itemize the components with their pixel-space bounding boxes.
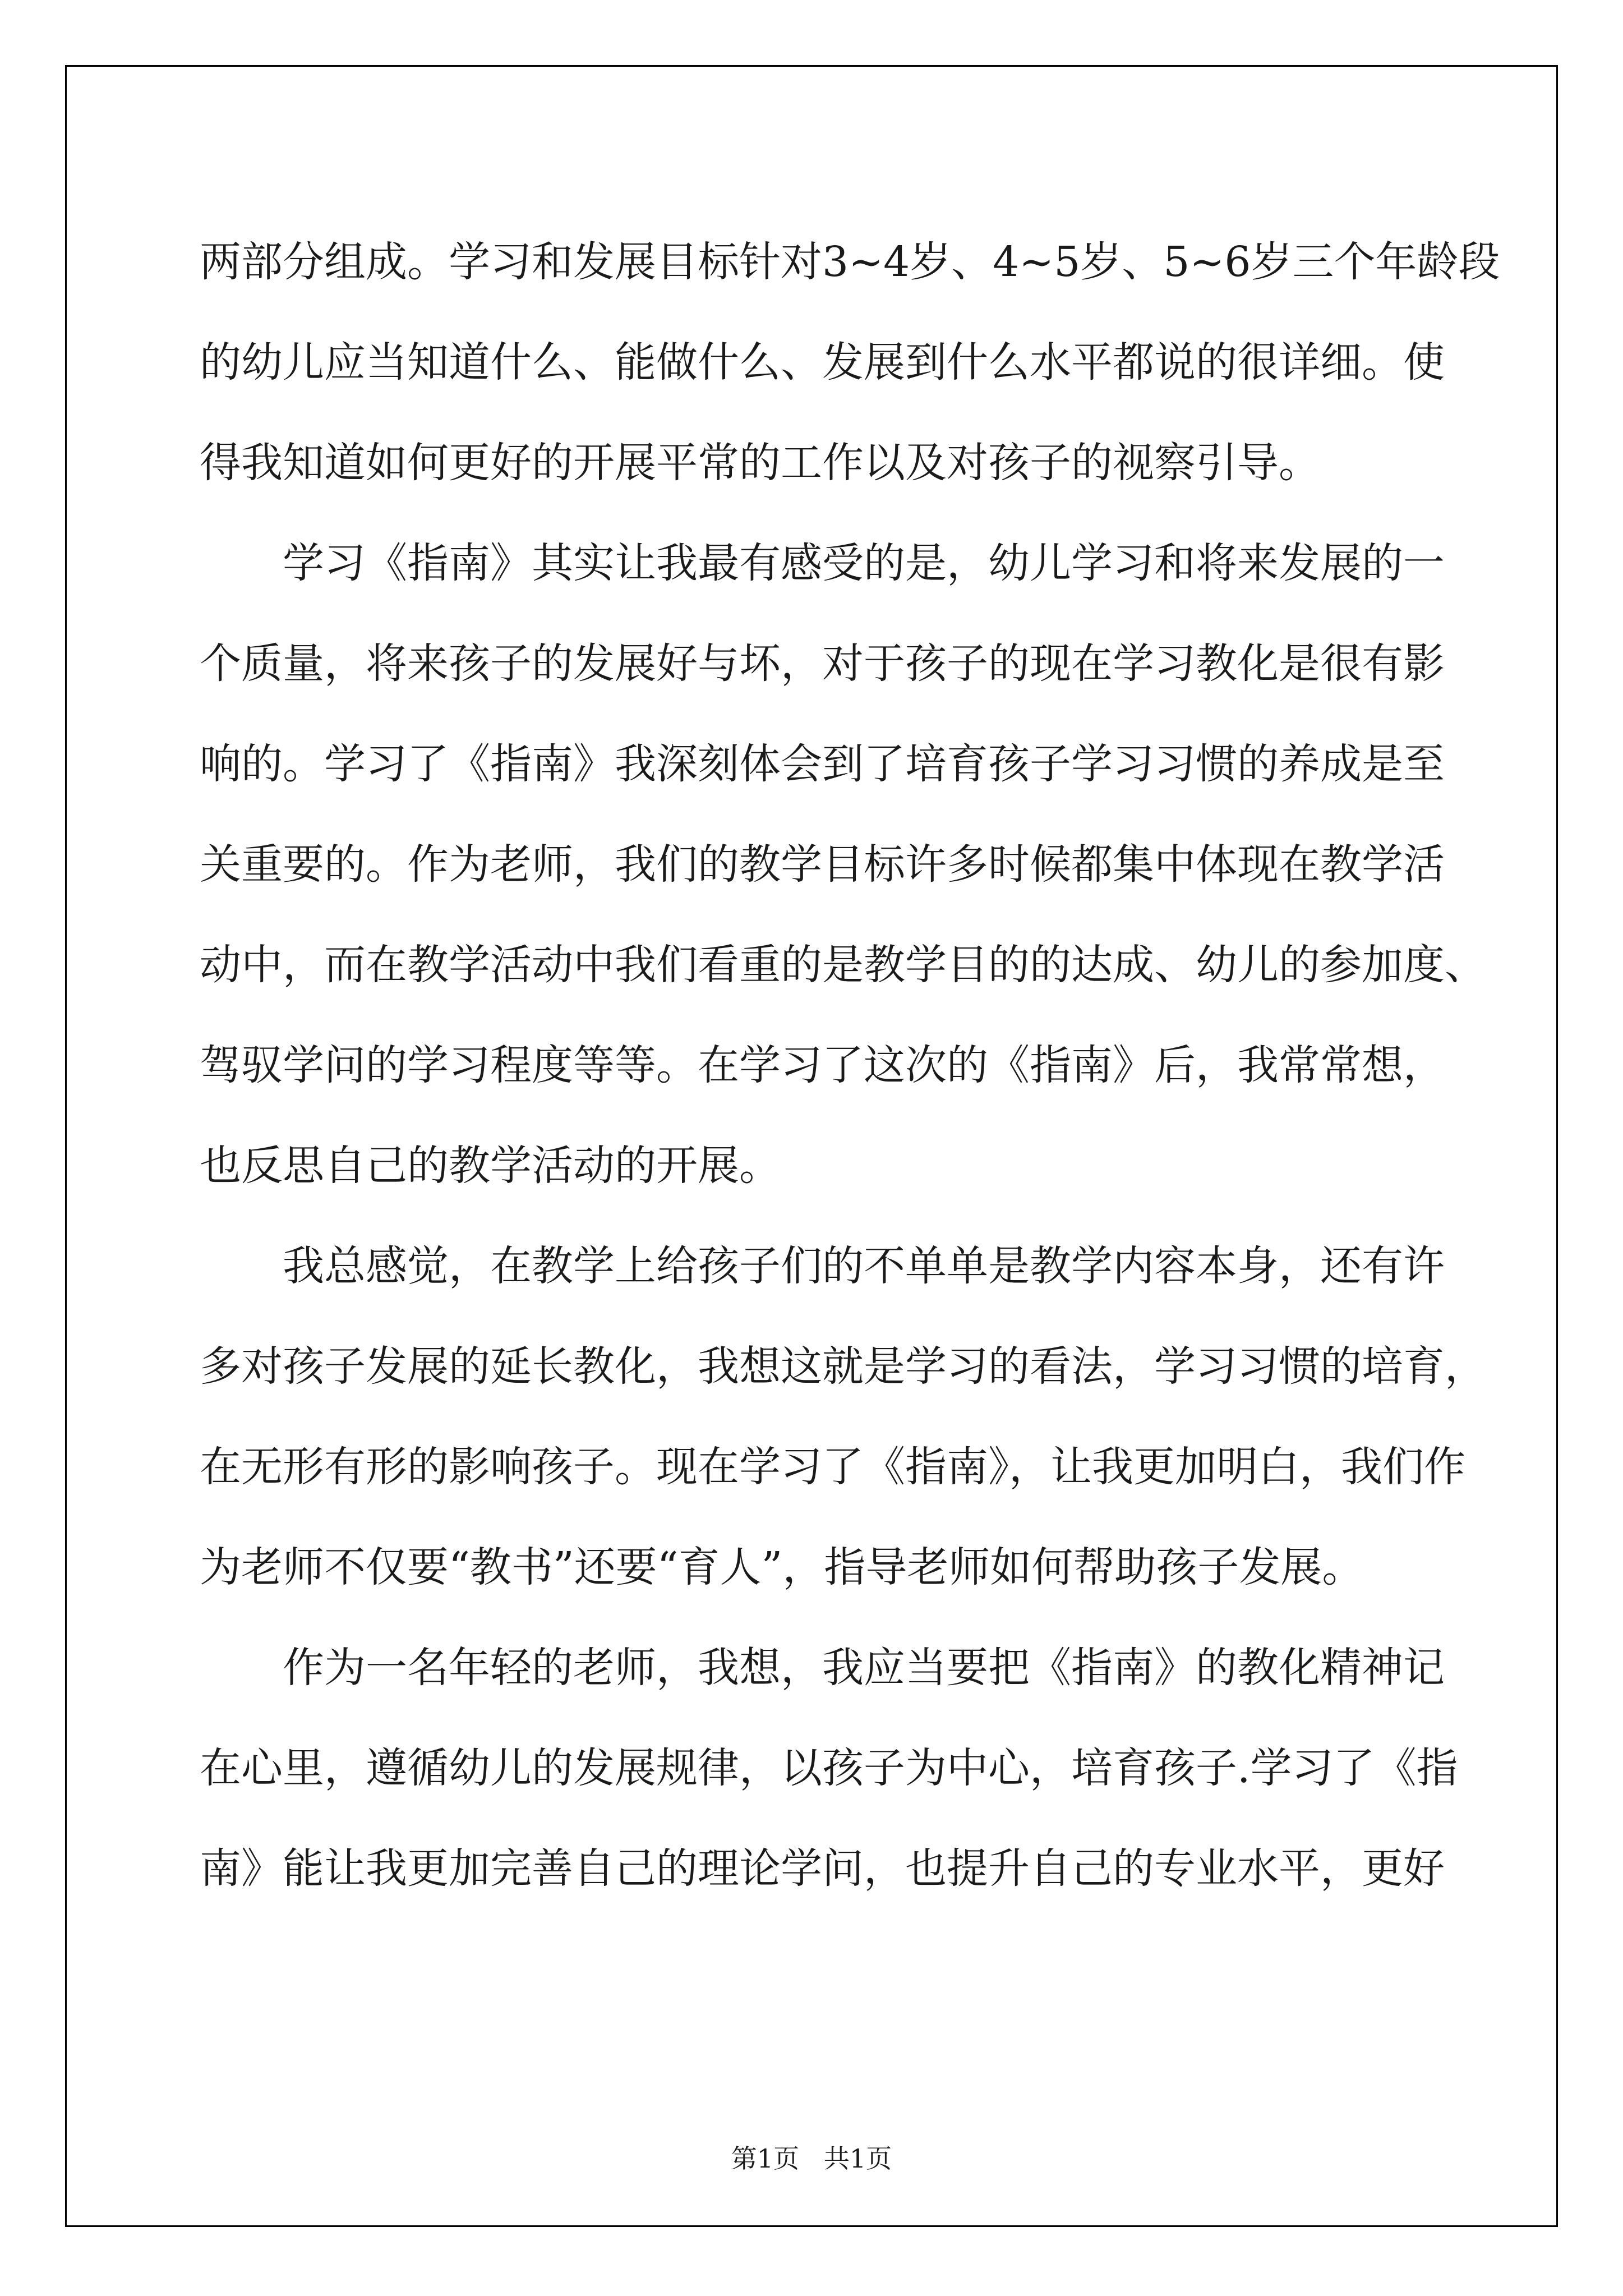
- text-line: 动中，而在教学活动中我们看重的是教学目的的达成、幼儿的参加度、: [200, 941, 1486, 989]
- text-line: 两部分组成。学习和发展目标针对3~4岁、4~5岁、5~6岁三个年龄段: [200, 238, 1500, 286]
- text-line: 响的。学习了《指南》我深刻体会到了培育孩子学习习惯的养成是至: [200, 740, 1445, 788]
- text-line: 也反思自己的教学活动的开展。: [200, 1142, 781, 1190]
- text-line: 多对孩子发展的延长教化，我想这就是学习的看法，学习习惯的培育，: [200, 1342, 1486, 1391]
- text-line: 个质量，将来孩子的发展好与坏，对于孩子的现在学习教化是很有影: [200, 639, 1445, 688]
- text-line: 南》能让我更加完善自己的理论学问，也提升自己的专业水平，更好: [200, 1844, 1445, 1893]
- text-line: 驾驭学问的学习程度等等。在学习了这次的《指南》后，我常常想，: [200, 1041, 1445, 1089]
- text-line: 得我知道如何更好的开展平常的工作以及对孩子的视察引导。: [200, 439, 1320, 487]
- text-line: 为老师不仅要“教书”还要“育人”，指导老师如何帮助孩子发展。: [200, 1543, 1364, 1591]
- document-body: [200, 212, 1500, 1919]
- page-number-footer: 第1页 共1页: [731, 2143, 892, 2174]
- text-line: 关重要的。作为老师，我们的教学目标许多时候都集中体现在教学活: [200, 840, 1445, 889]
- text-line: 学习《指南》其实让我最有感受的是，幼儿学习和将来发展的一: [283, 539, 1445, 587]
- text-line: 我总感觉，在教学上给孩子们的不单单是教学内容本身，还有许: [283, 1242, 1445, 1290]
- text-line: 的幼儿应当知道什么、能做什么、发展到什么水平都说的很详细。使: [200, 338, 1445, 386]
- text-line: 在无形有形的影响孩子。现在学习了《指南》，让我更加明白，我们作: [200, 1443, 1465, 1491]
- text-line: 在心里，遵循幼儿的发展规律，以孩子为中心，培育孩子.学习了《指: [200, 1744, 1458, 1792]
- text-line: 作为一名年轻的老师，我想，我应当要把《指南》的教化精神记: [283, 1644, 1445, 1692]
